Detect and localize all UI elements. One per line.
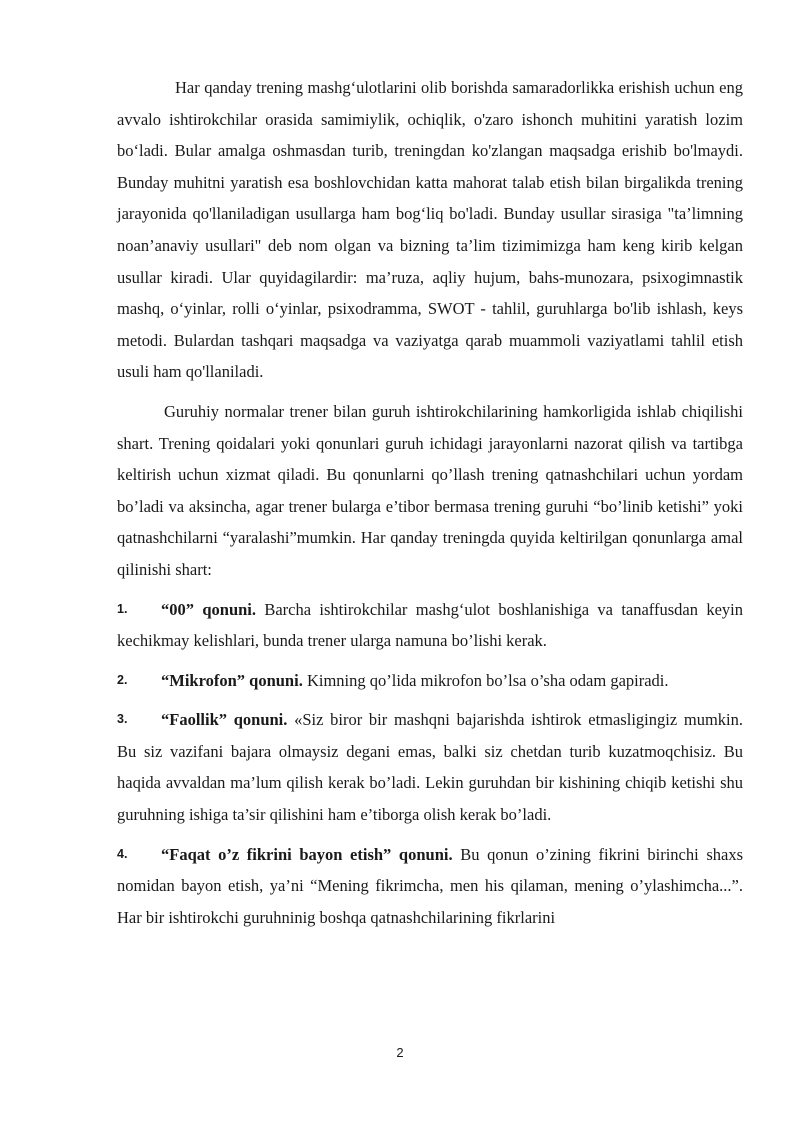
intro-paragraph: Har qanday trening mashg‘ulotlarini olib borishda samaradorlikka erishish uchun eng avvalo ishtirokchilar orasida samimiylik, ochiqlik, o'zaro ishonch muhitini yaratish lozim bo‘ladi. Bular amalga oshmasdan turib, treningdan ko'zlangan maqsadga erishib bo'lmaydi. Bunday muhitni yaratish esa boshlovchidan katta mahorat talab etish bilan birgalikda trening jarayonida qo'llaniladigan usullarga ham bog‘liq bo'ladi. Bunday usullar sirasiga "ta’limning noan’anaviy usullari" deb nom olgan va bizning ta’lim tizimimizga ham keng kirib kelgan usullar kiradi. Ular quyidagilardir: ma’ruza, aqliy hujum, bahs-munozara, psixogimnastik mashq, o‘yinlar, rolli o‘yinlar, psixodramma, SWOT - tahlil, guruhlarga bo'lib ishlash, keys metodi. Bulardan tashqari maqsadga va vaziyatga qarab muammoli vaziyatlami tahlil etish usuli ham qo'llaniladi. xyxy=(117,78,743,382)
rule-item-faollik xyxy=(117,704,743,830)
rule-text: Barcha ishtirokchilar mashg‘ulot boshlanishiga va tanaffusdan keyin kechikmay kelishlari, bunda trener ularga namuna bo’lishi kerak. xyxy=(117,599,743,651)
rule-number: 3. xyxy=(117,712,128,727)
document-page xyxy=(117,72,743,933)
rule-title: “Faollik” qonuni. xyxy=(161,710,288,730)
rule-title: “00” qonuni. xyxy=(161,599,257,619)
rule-text: Kimning qo’lida mikrofon bo’lsa o’sha odam gapiradi. xyxy=(302,670,669,690)
rule-item-mikrofon xyxy=(117,665,743,697)
rule-number: 2. xyxy=(117,672,128,687)
rule-title: “Mikrofon” qonuni. xyxy=(161,670,303,690)
rule-number: 4. xyxy=(117,846,128,861)
rule-item-faqat-oz-fikrini xyxy=(117,839,743,934)
page-number: 2 xyxy=(396,1045,404,1060)
rule-item-00 xyxy=(117,594,743,657)
group-norms-paragraph: Guruhiy normalar trener bilan guruh ishtirokchilarining hamkorligida ishlab chiqilishi shart. Trening qoidalari yoki qonunlari guruh ichidagi jarayonlarni nazorat qilish va tartibga keltirish uchun xizmat qiladi. Bu qonunlarni qo’llash trening qatnashchilari uchun yordam bo’ladi va aksincha, agar trener bularga e’tibor bermasa trening guruhi “bo’linib ketishi” yoki qatnashchilarni “yaralashi”mumkin. Har qanday treningda quyida keltirilgan qonunlarga amal qilinishi shart: xyxy=(117,401,743,579)
rule-number: 1. xyxy=(117,601,128,616)
rule-title: “Faqat o’z fikrini bayon etish” qonuni. xyxy=(161,844,453,864)
rule-text: «Siz biror bir mashqni bajarishda ishtirok etmasligingiz mumkin. Bu siz vazifani bajara olmaysiz degani emas, balki siz chetdan turib kuzatmoqchisiz. Bu haqida avvaldan ma’lum qilish kerak bo’ladi. Lekin guruhdan bir kishining chiqib ketishi shu guruhning ishiga ta’sir qilishini ham e’tiborga olish kerak bo’ladi. xyxy=(117,710,743,825)
rule-text: Bu qonun o’zining fikrini birinchi shaxs nomidan bayon etish, ya’ni “Mening fikrimcha, men his qilaman, mening o’ylashimcha...”. Har bir ishtirokchi guruhninig boshqa qatnashchilarining fikrlarini xyxy=(117,844,743,927)
